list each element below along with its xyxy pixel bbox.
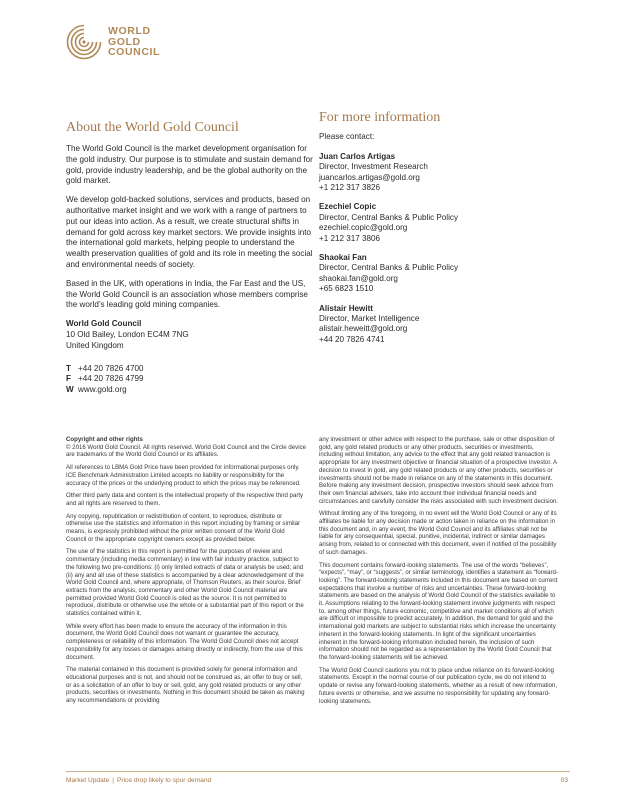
circle-rings-icon xyxy=(66,24,102,60)
person-email[interactable]: ezechiel.copic@gold.org xyxy=(319,223,408,233)
person-title: Director, Central Banks & Public Policy xyxy=(319,212,458,222)
website-link[interactable]: www.gold.org xyxy=(78,385,127,395)
legal-paragraph: The use of the statistics in this report is permitted for the purposes of review and commentary (including media commentary) in line with fair industry practice, subject to the following two pre-conditions: (i) only limited extracts of data or analysis be used; and (ii) any and all use of these statistics is accompanied by a clear acknowledgement of the World Gold Council and, where appropriate, of Thomson Reuters, as their source. Brief extracts from the analysis, commentary and other World Gold Council material are permitted provided World Gold Council is cited as the source. It is not permitted to reproduce, distribute or otherwise use the whole or a substantial part of this report or the statistics contained within it. xyxy=(66,548,304,618)
publication-name: Market Update xyxy=(66,777,110,784)
contact-person xyxy=(319,202,569,244)
legal-paragraph: While every effort has been made to ensure the accuracy of the information in this document, the World Gold Council does not warrant or guarantee the accuracy, completeness or reliability of this information. The World Gold Council does not accept responsibility for any losses or damages arising directly or indirectly, from the use of this document. xyxy=(66,622,303,661)
legal-paragraph: © 2016 World Gold Council. All rights reserved. World Gold Council and the Circle device are trademarks of the World Gold Council or its affiliates. xyxy=(66,443,307,459)
contact-lines xyxy=(66,364,316,396)
person-title: Director, Market Intelligence xyxy=(319,314,420,324)
about-paragraph: Based in the UK, with operations in India, the Far East and the US, the World Gold Council is an association whose members comprise the world’s leading gold mining companies. xyxy=(66,278,308,310)
person-name: Shaokai Fan xyxy=(319,253,367,263)
about-heading: About the World Gold Council xyxy=(66,120,239,135)
info-heading: For more information xyxy=(319,110,441,125)
person-phone: +1 212 317 3826 xyxy=(319,183,380,193)
legal-paragraph: The World Gold Council cautions you not to place undue reliance on its forward-looking statements. Except in the normal course of our publication cycle, we do not intend to update or revise any forward-looking statements, whether as a result of new information, future events or otherwise, and we assume no responsibility for updating any forward-looking statements. xyxy=(319,666,558,705)
address-org: World Gold Council xyxy=(66,319,142,329)
legal-paragraph: All references to LBMA Gold Price have been provided for informational purposes only. ICE Benchmark Administration Limited accepts no liability or responsibility for the accuracy of the prices or the underlying product to which the prices may be referenced. xyxy=(66,464,301,487)
legal-paragraph: any investment or other advice with respect to the purchase, sale or other disposition of gold, any gold related products or any other products, securities or investments, including without limitation, any advice to the effect that any gold related transaction is appropriate for any investment objective or financial situation of a prospective investor. A decision to invest in gold, any gold related products or any other products, securities or investments should not be made in reliance on any of the statements in this document. Before making any investment decision, prospective investors should seek advice from their own financial advisers, take into account their individual financial needs and circumstances and carefully consider the risks associated with such investment decision. xyxy=(319,436,559,505)
person-phone: +65 6823 1510 xyxy=(319,284,374,294)
person-name: Juan Carlos Artigas xyxy=(319,151,396,161)
page-number: 03 xyxy=(560,777,568,784)
page-footer xyxy=(66,777,211,784)
person-phone: +44 20 7826 4741 xyxy=(319,334,385,344)
person-name: Alistair Hewitt xyxy=(319,303,373,313)
person-email[interactable]: alistair.heweitt@gold.org xyxy=(319,324,408,334)
contact-person xyxy=(319,253,569,295)
address-block xyxy=(66,319,316,351)
more-information-section xyxy=(319,110,569,354)
fax-line: F +44 20 7826 4799 xyxy=(66,374,144,384)
about-section xyxy=(66,120,316,396)
legal-paragraph: Any copying, republication or redistribution of content, to reproduce, distribute or otherwise use the statistics and information in this report including by framing or similar means, is expressly prohibited without the prior written consent of the World Gold Council or the appropriate copyright owners except as provided below. xyxy=(66,512,301,543)
website-line: W www.gold.org xyxy=(66,385,127,395)
person-email[interactable]: shaokai.fan@gold.org xyxy=(319,273,398,283)
person-title: Director, Central Banks & Public Policy xyxy=(319,263,458,273)
legal-paragraph: The material contained in this document is provided solely for general information and educational purposes and is not, and should not be construed as, an offer to buy or sell, or as a solicitation of an offer to buy or sell, gold, any gold related products or any other products, securities or investments. Nothing in this document should be taken as making any recommendations or providing xyxy=(66,666,305,705)
please-contact: Please contact: xyxy=(319,132,375,141)
contact-person xyxy=(319,152,569,194)
legal-paragraph: Without limiting any of the foregoing, in no event will the World Gold Council or any of its affiliates be liable for any decision made or action taken in reliance on the information in this document and, in any event, the World Gold Council and its affiliates shall not be liable for any consequential, special, punitive, incidental, indirect or similar damages arising from, related to or connected with this document, even if notified of the possibility of such damages. xyxy=(319,510,557,556)
person-title: Director, Investment Research xyxy=(319,162,428,172)
address-line: United Kingdom xyxy=(66,340,124,350)
person-phone: +1 212 317 3806 xyxy=(319,233,380,243)
person-email[interactable]: juancarlos.artigas@gold.org xyxy=(319,172,420,182)
fax-number: +44 20 7826 4799 xyxy=(78,374,144,384)
logo-wordmark: WORLD GOLD COUNCIL xyxy=(108,25,161,59)
contact-person xyxy=(319,304,569,346)
telephone-number: +44 20 7826 4700 xyxy=(78,363,144,373)
person-name: Ezechiel Copic xyxy=(319,202,377,212)
about-paragraph: We develop gold-backed solutions, services and products, based on authoritative market insight and we work with a range of partners to put our ideas into action. As a result, we create structural shifts in demand for gold across key market sectors. We provide insights into the international gold markets, helping people to understand the wealth preservation qualities of gold and its role in meeting the social and environmental needs of society. xyxy=(66,195,313,269)
address-line: 10 Old Bailey, London EC4M 7NG xyxy=(66,329,189,339)
about-paragraph: The World Gold Council is the market development organisation for the gold industry. Our purpose is to stimulate and sustain demand for gold, provide industry leadership, and be the global authority on the gold market. xyxy=(66,144,313,186)
footer-separator: | xyxy=(112,777,114,784)
copyright-title: Copyright and other rights xyxy=(66,436,143,443)
legal-paragraph: Other third party data and content is the intellectual property of the respective third party and all rights are reserved to them. xyxy=(66,492,304,507)
legal-column-left xyxy=(66,436,306,710)
world-gold-council-logo xyxy=(66,24,160,60)
footer-divider xyxy=(66,771,570,772)
legal-column-right xyxy=(319,436,559,710)
publication-subtitle: Price drop likely to spur demand xyxy=(116,777,212,784)
telephone-line: T +44 20 7826 4700 xyxy=(66,363,144,373)
legal-paragraph: This document contains forward-looking statements. The use of the words “believes”, “expects”, “may”, or “suggests”, or similar terminology, identifies a statement as “forward-looking”. The forward-looking statements included in this document are based on current expectations that involve a number of risks and uncertainties. These forward-looking statements are based on the analysis of World Gold Council of the statistics available to it. Assumptions relating to the forward-looking statement involve judgments with respect to, among other things, future economic, competitive and market conditions all of which are difficult or impossible to predict accurately. In addition, the demand for gold and the international gold markets are subject to substantial risks which increase the uncertainty inherent in the forward-looking statements. In light of the significant uncertainties inherent in the forward-looking information included herein, the inclusion of such information should not be regarded as a representation by the World Gold Council that the forward-looking statements will be achieved. xyxy=(319,561,558,661)
